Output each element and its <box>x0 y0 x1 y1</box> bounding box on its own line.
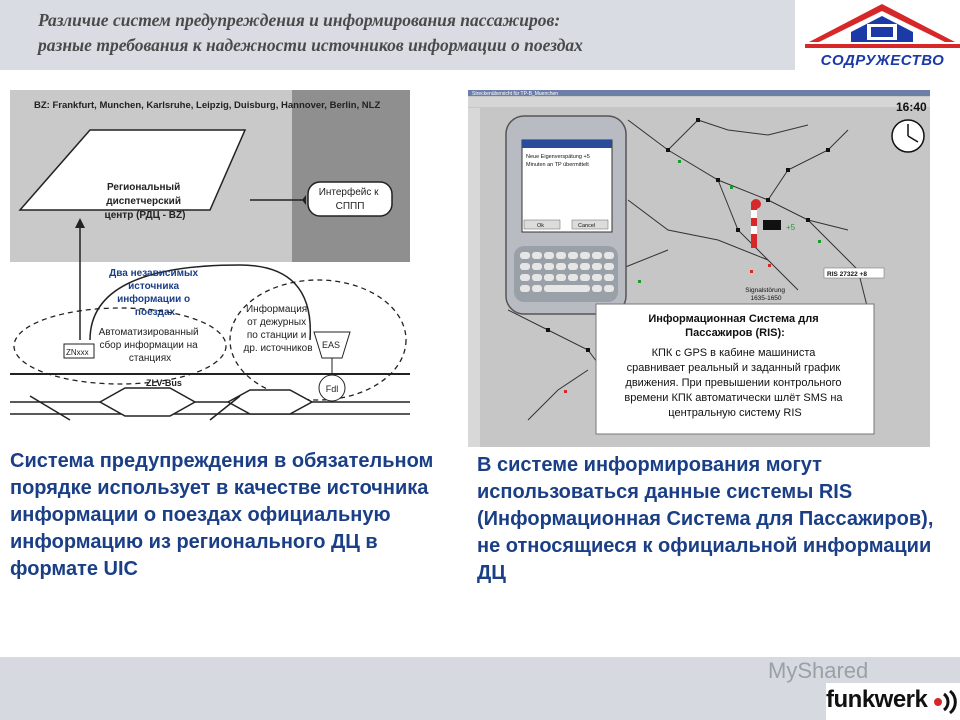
interface-label-1: Интерфейс к <box>318 187 379 198</box>
signal-waves-icon <box>932 689 958 715</box>
ris-body-2: сравнивает реальный и заданный график <box>626 362 841 374</box>
funkwerk-logo <box>826 683 960 720</box>
bz-label: BZ: Frankfurt, Munchen, Karlsruhe, Leipzig, Duisburg, Hannover, Berlin, NLZ <box>34 100 381 111</box>
sodruzhestvo-logo <box>805 2 960 70</box>
independent-label-4: поездах <box>134 307 176 318</box>
auto-label-3: станциях <box>128 353 172 364</box>
signal-label-1: Signalstörung <box>745 287 785 294</box>
svg-text:Два независимых источник <box>109 268 201 318</box>
brand-text: funkwerk <box>826 686 928 713</box>
delay-label: +5 <box>786 223 796 232</box>
interface-label-2: СППП <box>335 201 365 212</box>
auto-label-1: Автоматизированный <box>98 327 199 338</box>
logo-text: СОДРУЖЕСТВО <box>820 52 945 69</box>
independent-label-2: источника <box>128 281 180 292</box>
pda-device <box>506 116 626 314</box>
warning-system-text: Система предупреждения в обязательном порядке использует в качестве источника информации о поездах официальную информацию из регионального ДЦ в формате UIC <box>10 450 434 580</box>
svg-text:Информация от дежурных <box>243 303 312 354</box>
independent-label-3: информации о <box>117 294 191 305</box>
phone-message-1: Neue Eigenverspätung +5 <box>526 154 590 160</box>
center-label-2: диспетчерский <box>106 196 181 207</box>
window-title: Streckenübersicht für TP-B_Muenchen <box>472 91 559 97</box>
watermark-text: MyShared <box>768 658 869 683</box>
ris-tag-label: RIS 27322 +8 <box>827 271 867 278</box>
phone-ok-label: Ok <box>537 223 545 229</box>
svg-text:Региональный диспетчерск <box>105 182 186 221</box>
svg-text:Автоматизированный сбор <box>99 327 202 364</box>
fdl-label: Fdl <box>325 384 339 394</box>
ris-body-4: времени КПК автоматически шлёт SMS на <box>624 392 843 404</box>
center-label-3: центр (РДЦ - BZ) <box>104 210 186 221</box>
signal-label-2: 1635-1650 <box>750 295 782 302</box>
slide-title <box>38 8 778 58</box>
phone-message-2: Minuten an TP übermittelt <box>526 162 589 168</box>
header-bar <box>0 0 795 70</box>
center-label-1: Региональный <box>106 182 181 193</box>
toolbar <box>468 97 930 107</box>
phone-cancel-label: Cancel <box>578 223 596 229</box>
duty-label-2: от дежурных <box>247 317 307 328</box>
duty-label-1: Информация <box>245 304 308 315</box>
logo-house-icon <box>805 2 960 54</box>
bus-label: ZLV-Bus <box>146 378 182 388</box>
duty-label-4: др. источников <box>243 343 313 354</box>
information-system-text: В системе информирования могут использоваться данные системы RIS (Информационная Система для Пассажиров), не относящиеся к официальной информации ДЦ <box>477 454 934 584</box>
ris-title-1: Информационная Система для <box>648 313 819 325</box>
ris-body-1: КПК с GPS в кабине машиниста <box>651 347 816 359</box>
ris-title-2: Пассажиров (RIS): <box>685 327 785 339</box>
eas-label: EAS <box>322 340 341 350</box>
title-line-2: разные требования к надежности источников информации о поездах <box>38 35 583 55</box>
architecture-diagram <box>10 90 410 427</box>
ris-body-3: движения. При превышении контрольного <box>625 377 842 389</box>
ris-screenshot <box>468 90 930 447</box>
auto-label-2: сбор информации на <box>99 340 198 351</box>
duty-label-3: по станции и <box>246 330 307 341</box>
track-drawing <box>10 388 410 420</box>
svg-text:Signalstörung 1635-1650 <box>745 287 787 302</box>
independent-label-1: Два независимых <box>109 268 199 279</box>
clock-label: 16:40 <box>896 100 927 114</box>
title-line-1: Различие систем предупреждения и информирования пассажиров: <box>38 10 561 30</box>
zn-label: ZNxxx <box>66 348 89 357</box>
ris-body-5: центральную систему RIS <box>668 407 802 419</box>
